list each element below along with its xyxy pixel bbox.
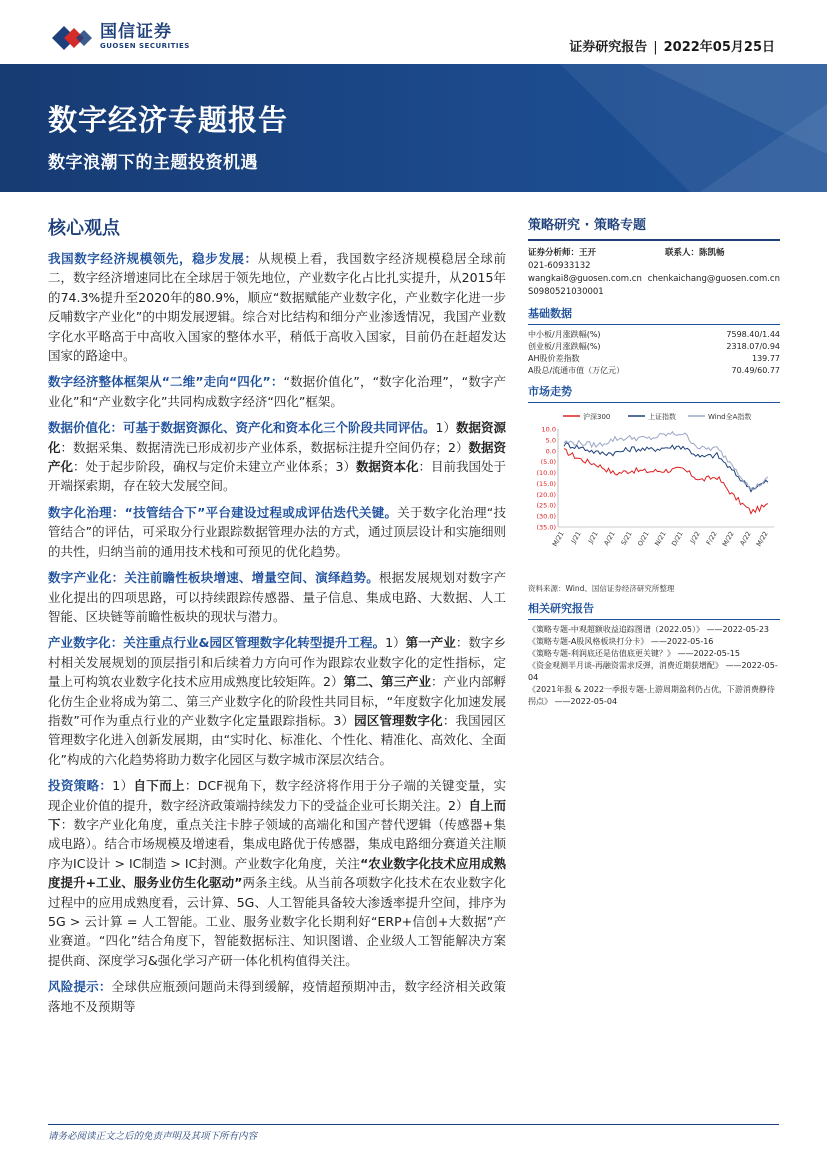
analyst-label: 证券分析师：王开 [528,248,597,258]
y-tick-label: (20.0) [536,490,556,499]
category-title: 策略研究 · 策略专题 [528,214,780,241]
footer-disclaimer: 请务必阅读正文之后的免责声明及其项下所有内容 [48,1131,258,1142]
paragraph-lead: 数字经济整体框架从“二维”走向“四化”： [48,374,284,390]
contact-email[interactable]: chenkaichang@guosen.com.cn [647,274,780,284]
y-tick-label: (15.0) [536,479,556,488]
basic-data-value: 7598.40/1.44 [726,330,780,339]
related-report-title: 《2021年报 & 2022一季报专题-上游周期盈利仍占优，下游消费静待拐点》 [528,685,775,706]
basic-data-row [528,329,780,341]
paragraph-lead: 数据价值化：可基于数据资源化、资产化和资本化三个阶段共同评估。 [48,420,436,436]
text-run: ：处于起步阶段，确权与定价未建立产业体系；3） [73,459,356,475]
basic-data-key: 中小板/月涨跌幅(%) [528,330,601,339]
y-tick-label: 5.0 [545,436,556,445]
market-trend-title: 市场走势 [528,383,780,403]
bold-term: 数据资本化 [355,459,419,475]
report-title: 数字经济专题报告 [48,103,289,137]
bold-term: 园区管理数字化 [354,712,443,728]
legend-label: 上证指数 [648,413,676,421]
paragraph-strategy [48,776,506,970]
paragraph-risk [48,977,506,1016]
text-run: ：DCF视角下，数字经济将作用于分子端的关键变量，实现企业价值的提升，数字经济政策端持续发力下的受益企业可长期关注。2） [48,778,507,813]
bold-term: 数据资源化 [48,420,506,455]
related-report-date: ——2022-05-15 [677,649,740,658]
x-tick-label: J/22 [688,530,702,545]
paragraph-governance [48,503,506,561]
paragraph-lead: 风险提示： [48,979,112,995]
bold-term: 自下而上 [133,778,185,794]
paragraph-lead: 我国数字经济规模领先，稳步发展： [48,251,258,266]
related-report-title: 《策略专题-利润底还是估值底更关键？》 [528,649,678,658]
related-report-date: ——2022-05-23 [706,625,770,634]
phone-row [528,260,780,273]
basic-data-value: 2318.07/0.94 [726,342,780,351]
paragraph-industrialization [48,568,506,626]
market-trend-chart [528,407,780,579]
basic-data-row [528,353,780,365]
x-tick-label: D/21 [670,530,685,548]
x-tick-label: A/22 [738,530,753,547]
x-tick-label: J/21 [569,530,583,545]
related-reports-list [528,624,780,708]
related-report-item[interactable] [528,648,780,660]
chart-source: 资料来源：Wind、国信证券经济研究所整理 [528,584,675,593]
x-tick-label: N/21 [653,530,668,548]
related-report-date: ——2022-05-04 [528,661,778,682]
legend-label: Wind全A指数 [708,413,752,421]
series-line-3 [564,432,768,490]
text-run: 1） [385,635,406,651]
text-run: ：目前我国处于开端探索期，存在较大发展空间。 [48,459,507,494]
x-tick-label: O/21 [636,530,651,548]
text-run: ：我国园区管理数字化进入创新发展期，由“实时化、标准化、个性化、精准化、高效化、全面化”构成的六化趋势将助力数字化园区与数字城市深层次结合。 [48,712,506,767]
text-run: ：数字乡村相关发展规划的顶层指引和后续着力方向可作为跟踪农业数字化的定性指标，定量上可构筑农业数字化技术应用成熟度比较矩阵。2） [48,635,506,690]
paragraph-body: “数据价值化”，“数字化治理”，“数字产业化”和“产业数字化”共同构成数字经济“四化”框架。 [48,374,506,409]
report-subtitle: 数字浪潮下的主题投资机遇 [48,153,258,173]
text-run: ：数字产业化角度，重点关注卡脖子领域的高端化和国产替代逻辑（传感器+集成电路）。结合市场规模及增速看，集成电路优于传感器，集成电路细分赛道关注顺序为IC设计 > IC制造 > IC封测。产业数字化角度，关注 [48,816,506,871]
analyst-phone: 021-60933132 [528,261,591,271]
y-tick-label: (30.0) [536,512,556,521]
basic-data-key: 创业板/月涨跌幅(%) [528,342,601,351]
basic-data-key: A股总/流通市值（万亿元） [528,366,625,375]
cert-row [528,286,780,299]
analyst-row [528,247,780,260]
x-tick-label: A/21 [602,530,617,547]
sidebar [528,214,780,708]
contact-label: 联系人：陈凯畅 [665,248,725,258]
logo-cn-text: 国信证券 [100,22,172,42]
email-row [528,273,780,286]
basic-data-value: 70.49/60.77 [731,366,780,375]
core-views-heading: 核心观点 [48,218,120,239]
x-tick-label: M/22 [754,530,770,548]
series-line-1 [564,449,768,514]
title-banner [0,64,827,192]
y-tick-label: (35.0) [536,523,556,532]
guosen-logo [50,22,190,52]
related-report-item[interactable] [528,636,780,648]
paragraph-lead: 产业数字化：关注重点行业&园区管理数字化转型提升工程。 [48,635,386,651]
text-run: 1） [435,420,456,436]
paragraph-lead: 数字产业化：关注前瞻性板块增速、增量空间、演绎趋势。 [48,570,379,586]
x-tick-label: F/22 [704,530,719,547]
text-run: ：产业内部孵化仿生企业将成为第二、第三产业数字化的阶段性共同目标，“年度数字化加速发展指数”可作为重点行业的产业数字化定量跟踪指标。3） [48,674,506,728]
text-run: 两条主线。从当前各项数字化技术在农业数字化过程中的应用成熟度看，云计算、5G、人工智能具备较大渗透率提升空间，排序为5G > 云计算 = 人工智能。工业、服务业数字化长期利好“ERP+信创+大数据”产业赛道。“四化”结合角度下，智能数据标注、知识图谱、企业级人工智能解决方案提供商、深度学习&强化学习产研一体化机构值得关注。 [48,875,506,968]
paragraph-body: 根据发展规划对数字产业化提出的四项思路，可以持续跟踪传感器、量子信息、集成电路、大数据、人工智能、区块链等前瞻性板块的现状与潜力。 [48,570,506,624]
paragraph-data-value [48,418,506,496]
x-tick-label: J/21 [586,530,600,545]
related-report-title: 《策略专题-A股风格板块打分卡》 [528,637,651,646]
paragraph-industry-digitalization [48,633,506,769]
text-run: 1） [112,778,134,794]
related-reports-title: 相关研究报告 [528,600,780,620]
basic-data-value: 139.77 [752,354,780,363]
x-tick-label: M/22 [720,530,736,548]
y-tick-label: (10.0) [536,469,556,478]
bold-term: 第二、第三产业 [343,674,431,690]
related-report-title: 《资金观测半月谈-再融资需求反弹，消费近期获增配》 [528,661,726,670]
analyst-email[interactable]: wangkai8@guosen.com.cn [528,274,642,284]
bold-term: “农业数字化技术应用成熟度提升+工业、服务业仿生化驱动” [48,855,506,891]
report-date: 2022年05月25日 [663,40,775,55]
basic-data-row [528,341,780,353]
doc-meta: 证券研究报告 | 2022年05月25日 [569,40,775,55]
x-tick-label: S/21 [619,530,634,547]
text-run: ：数据采集、数据清洗已形成初步产业体系，数据标注提升空间仍存；2） [60,439,469,455]
paragraph-framework [48,372,506,411]
related-report-item[interactable] [528,660,780,684]
logo-en-text: GUOSEN SECURITIES [100,42,190,50]
related-report-date: ——2022-05-16 [650,637,714,646]
top-header [0,0,827,64]
related-report-item[interactable] [528,684,780,708]
bold-term: 数据资产化 [48,439,506,475]
series-line-2 [564,443,768,492]
related-report-item[interactable] [528,624,780,636]
x-tick-label: M/21 [550,530,566,548]
bold-term: 自上而下 [48,797,506,832]
paragraph-body: 关于数字化治理“技管结合”的评估，可采取分行业跟踪数据管理办法的方式，通过顶层设计和实施细则的共性，归纳当前的通用技术栈和可预见的优化趋势。 [48,504,506,559]
paragraph-body: 从规模上看，我国数字经济规模稳居全球前二，数字经济增速同比在全球居于领先地位，产业数字化占比扎实提升，从2015年的74.3%提升至2020年的80.9%，顺应“数据赋能产业数字化，产业数字化进一步反哺数字产业化”的中期发展逻辑。综合对比结构和细分产业渗透情况，我国产业数字化水平略高于中高收入国家的整体水平，稍低于高收入国家，目前仍在赶超发达国家的路途中。 [48,251,506,364]
bold-term: 第一产业 [405,635,456,651]
y-tick-label: (5.0) [540,458,556,467]
paragraph-lead: 数字化治理：“技管结合下”平台建设过程或成评估迭代关键。 [48,504,398,520]
paragraph-scale [48,249,506,365]
footer-divider [48,1124,779,1125]
paragraph-lead: 投资策略： [48,778,113,794]
guosen-logo-icon [50,22,94,52]
legend-label: 沪深300 [583,413,611,421]
related-report-title: 《策略专题-中观超额收益追踪图谱（2022.05）》 [528,625,707,634]
basic-data-list [528,329,780,377]
basic-data-key: AH股价差指数 [528,354,580,363]
basic-data-title: 基础数据 [528,305,780,325]
paragraph-body: 全球供应瓶颈问题尚未得到缓解，疫情超预期冲击，数字经济相关政策落地不及预期等 [48,979,506,1014]
core-views-column [48,214,506,1023]
y-tick-label: (25.0) [536,501,556,510]
y-tick-label: 0.0 [545,447,556,456]
y-tick-label: 10.0 [541,425,556,434]
related-report-date: ——2022-05-04 [554,697,618,706]
report-type: 证券研究报告 [569,40,648,55]
basic-data-row [528,365,780,377]
market-trend-svg [528,407,780,579]
analyst-cert: S0980521030001 [528,287,604,297]
